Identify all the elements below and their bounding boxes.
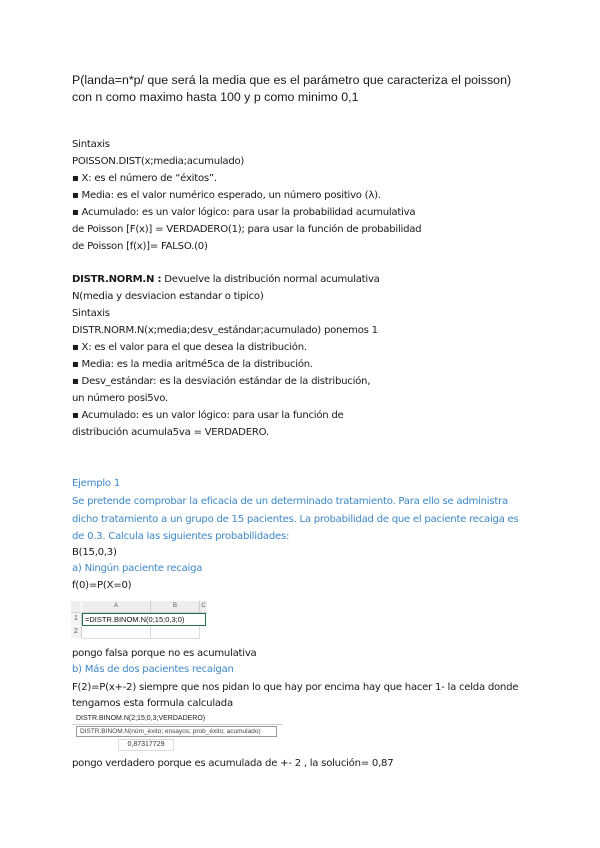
row-header-1: 1	[71, 613, 82, 625]
normal-title-bold: DISTR.NORM.N :	[72, 274, 162, 285]
normal-line-8: ▪ Acumulado: es un valor lógico: para usar la función de	[72, 410, 344, 421]
row-header-2: 2	[71, 626, 82, 638]
active-formula-cell[interactable]: =DISTR.BINOM.N(0;15;0,3;0)	[82, 613, 206, 626]
poisson-param-acumulado-3: de Poisson [f(x)]= FALSO.(0)	[72, 241, 208, 252]
column-header-c: C	[200, 601, 207, 613]
poisson-param-media: ▪ Media: es el valor numérico esperado, un número positivo (λ).	[72, 190, 381, 201]
part-a-heading: a) Ningún paciente recaiga	[72, 563, 203, 574]
normal-line-4: ▪ X: es el valor para el que desea la distribución.	[72, 342, 307, 353]
note-b: pongo verdadero porque es acumulada de +- 2 , la solución= 0,87	[72, 758, 394, 769]
example-statement-3: de 0.3. Calcula las siguientes probabilidades:	[72, 531, 290, 542]
formula-a: f(0)=P(X=0)	[72, 580, 132, 591]
cell-b2	[151, 626, 200, 639]
normal-line-1: N(media y desviacion estandar o tipico)	[72, 291, 264, 302]
intro-line-1: P(landa=n*p/ que será la media que es el parámetro que caracteriza el poisson)	[72, 73, 512, 87]
intro-line-2: con n como maximo hasta 100 y p como minimo 0,1	[72, 90, 359, 104]
normal-line-7: un número posi5vo.	[72, 393, 168, 404]
formula-bar[interactable]: DISTR.BINOM.N(2;15;0,3;VERDADERO)	[72, 714, 282, 725]
poisson-param-x: ▪ X: es el número de “éxitos”.	[72, 173, 217, 184]
column-header-b: B	[151, 601, 200, 613]
poisson-syntax: POISSON.DIST(x;media;acumulado)	[72, 156, 245, 167]
part-b-heading: b) Más de dos pacientes recaigan	[72, 664, 234, 675]
normal-line-6: ▪ Desv_estándar: es la desviación estándar de la distribución,	[72, 376, 371, 387]
example-heading: Ejemplo 1	[72, 478, 120, 489]
poisson-param-acumulado-2: de Poisson [F(x)] = VERDADERO(1); para usar la función de probabilidad	[72, 224, 422, 235]
normal-line-2: Sintaxis	[72, 308, 110, 319]
example-statement-2: dicho tratamiento a un grupo de 15 pacientes. La probabilidad de que el paciente recaiga es	[72, 514, 519, 525]
excel-snippet-2	[72, 714, 278, 750]
poisson-syntax-heading: Sintaxis	[72, 139, 110, 150]
result-cell[interactable]: 0,87317729	[118, 739, 174, 751]
formula-b-2: tengamos esta formula calculada	[72, 698, 233, 709]
cell-a2	[82, 626, 151, 639]
normal-line-5: ▪ Media: es la media aritmé5ca de la distribución.	[72, 359, 313, 370]
formula-b: F(2)=P(x+-2) siempre que nos pidan lo que hay por encima hay que hacer 1- la celda donde	[72, 682, 519, 693]
example-statement-1: Se pretende comprobar la eficacia de un determinado tratamiento. Para ello se administra	[72, 496, 508, 507]
normal-title-rest: Devuelve la distribución normal acumulativa	[161, 274, 380, 285]
example-distribution: B(15,0,3)	[72, 547, 117, 558]
note-a: pongo falsa porque no es acumulativa	[72, 648, 257, 659]
excel-snippet-1	[71, 601, 207, 639]
function-tooltip: DISTR.BINOM.N(núm_éxito; ensayos; prob_éxito; acumulado)	[76, 726, 277, 737]
column-header-a: A	[82, 601, 151, 613]
corner-cell	[71, 601, 81, 613]
normal-line-3: DISTR.NORM.N(x;media;desv_estándar;acumulado) ponemos 1	[72, 325, 378, 336]
normal-title	[72, 274, 380, 285]
normal-line-9: distribución acumula5va = VERDADERO.	[72, 427, 269, 438]
poisson-param-acumulado: ▪ Acumulado: es un valor lógico: para usar la probabilidad acumulativa	[72, 207, 416, 218]
